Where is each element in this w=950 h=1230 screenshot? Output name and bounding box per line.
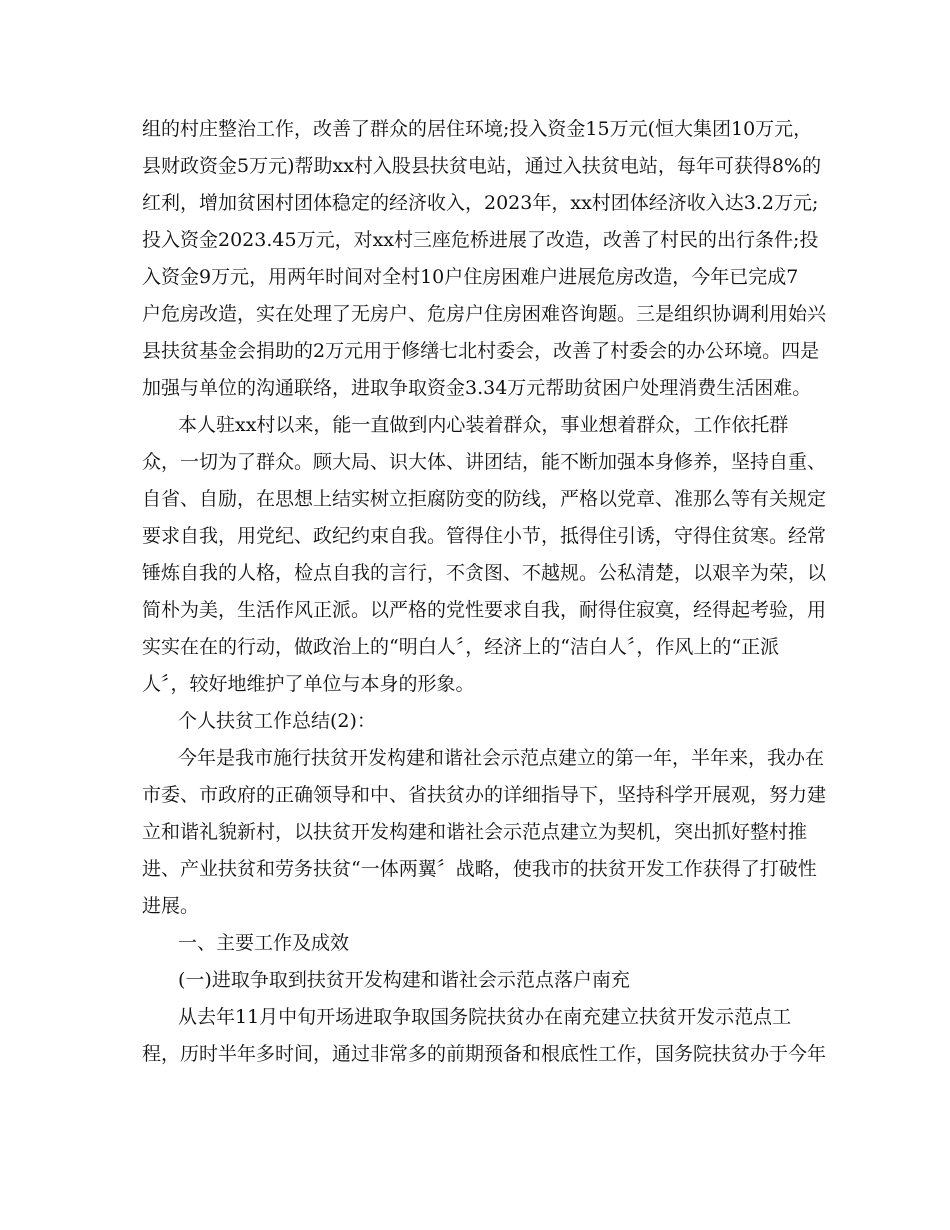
text-line: 入资金9万元，用两年时间对全村10户住房困难户进展危房改造，今年已完成7 bbox=[142, 266, 799, 288]
text-line: 锤炼自我的人格，检点自我的言行，不贪图、不越规。公私清楚，以艰辛为荣，以 bbox=[142, 562, 827, 584]
section-heading: 个人扶贫工作总结(2)： bbox=[178, 710, 376, 732]
text-line: 众，一切为了群众。顾大局、识大体、讲团结，能不断加强本身修养，坚持自重、 bbox=[142, 451, 827, 473]
text-line: 进展。 bbox=[142, 895, 200, 917]
text-line: 投入资金2023.45万元，对xx村三座危桥进展了改造，改善了村民的出行条件;投 bbox=[142, 229, 819, 251]
text-line: 户危房改造，实在处理了无房户、危房户住房困难咨询题。三是组织协调利用始兴 bbox=[142, 303, 827, 325]
text-line: 组的村庄整治工作，改善了群众的居住环境;投入资金15万元(恒大集团10万元， bbox=[142, 118, 813, 140]
subheading: 一、主要工作及成效 bbox=[178, 932, 350, 954]
text-line: 程，历时半年多时间，通过非常多的前期预备和根底性工作，国务院扶贫办于今年 bbox=[142, 1043, 827, 1065]
subheading: (一)进取争取到扶贫开发构建和谐社会示范点落户南充 bbox=[178, 969, 630, 991]
text-line: 县财政资金5万元)帮助xx村入股县扶贫电站，通过入扶贫电站，每年可获得8%的 bbox=[142, 155, 822, 177]
text-line: 加强与单位的沟通联络，进取争取资金3.34万元帮助贫困户处理消费生活困难。 bbox=[142, 377, 812, 399]
text-line: 市委、市政府的正确领导和中、省扶贫办的详细指导下，坚持科学开展观，努力建 bbox=[142, 784, 827, 806]
paragraph-start-line: 今年是我市施行扶贫开发构建和谐社会示范点建立的第一年，半年来，我办在 bbox=[178, 747, 825, 769]
text-line: 实实在在的行动，做政治上的“明白人〞，经济上的“洁白人〞，作风上的“正派 bbox=[142, 636, 780, 658]
text-line: 人〞，较好地维护了单位与本身的形象。 bbox=[142, 673, 475, 695]
text-line: 要求自我，用党纪、政纪约束自我。管得住小节，抵得住引诱，守得住贫寒。经常 bbox=[142, 525, 827, 547]
text-line: 简朴为美，生活作风正派。以严格的党性要求自我，耐得住寂寞，经得起考验，用 bbox=[142, 599, 827, 621]
text-line: 自省、自励，在思想上结实树立拒腐防变的防线，严格以党章、准那么等有关规定 bbox=[142, 488, 827, 510]
text-line: 红利，增加贫困村团体稳定的经济收入，2023年，xx村团体经济收入达3.2万元; bbox=[142, 192, 819, 214]
paragraph-start-line: 从去年11月中旬开场进取争取国务院扶贫办在南充建立扶贫开发示范点工 bbox=[178, 1006, 792, 1028]
text-line: 立和谐礼貌新村，以扶贫开发构建和谐社会示范点建立为契机，突出抓好整村推 bbox=[142, 821, 808, 843]
paragraph-start-line: 本人驻xx村以来，能一直做到内心装着群众，事业想着群众，工作依托群 bbox=[178, 414, 789, 436]
text-line: 县扶贫基金会捐助的2万元用于修缮七北村委会，改善了村委会的办公环境。四是 bbox=[142, 340, 820, 362]
text-line: 进、产业扶贫和劳务扶贫“一体两翼〞战略，使我市的扶贫开发工作获得了打破性 bbox=[142, 858, 817, 880]
